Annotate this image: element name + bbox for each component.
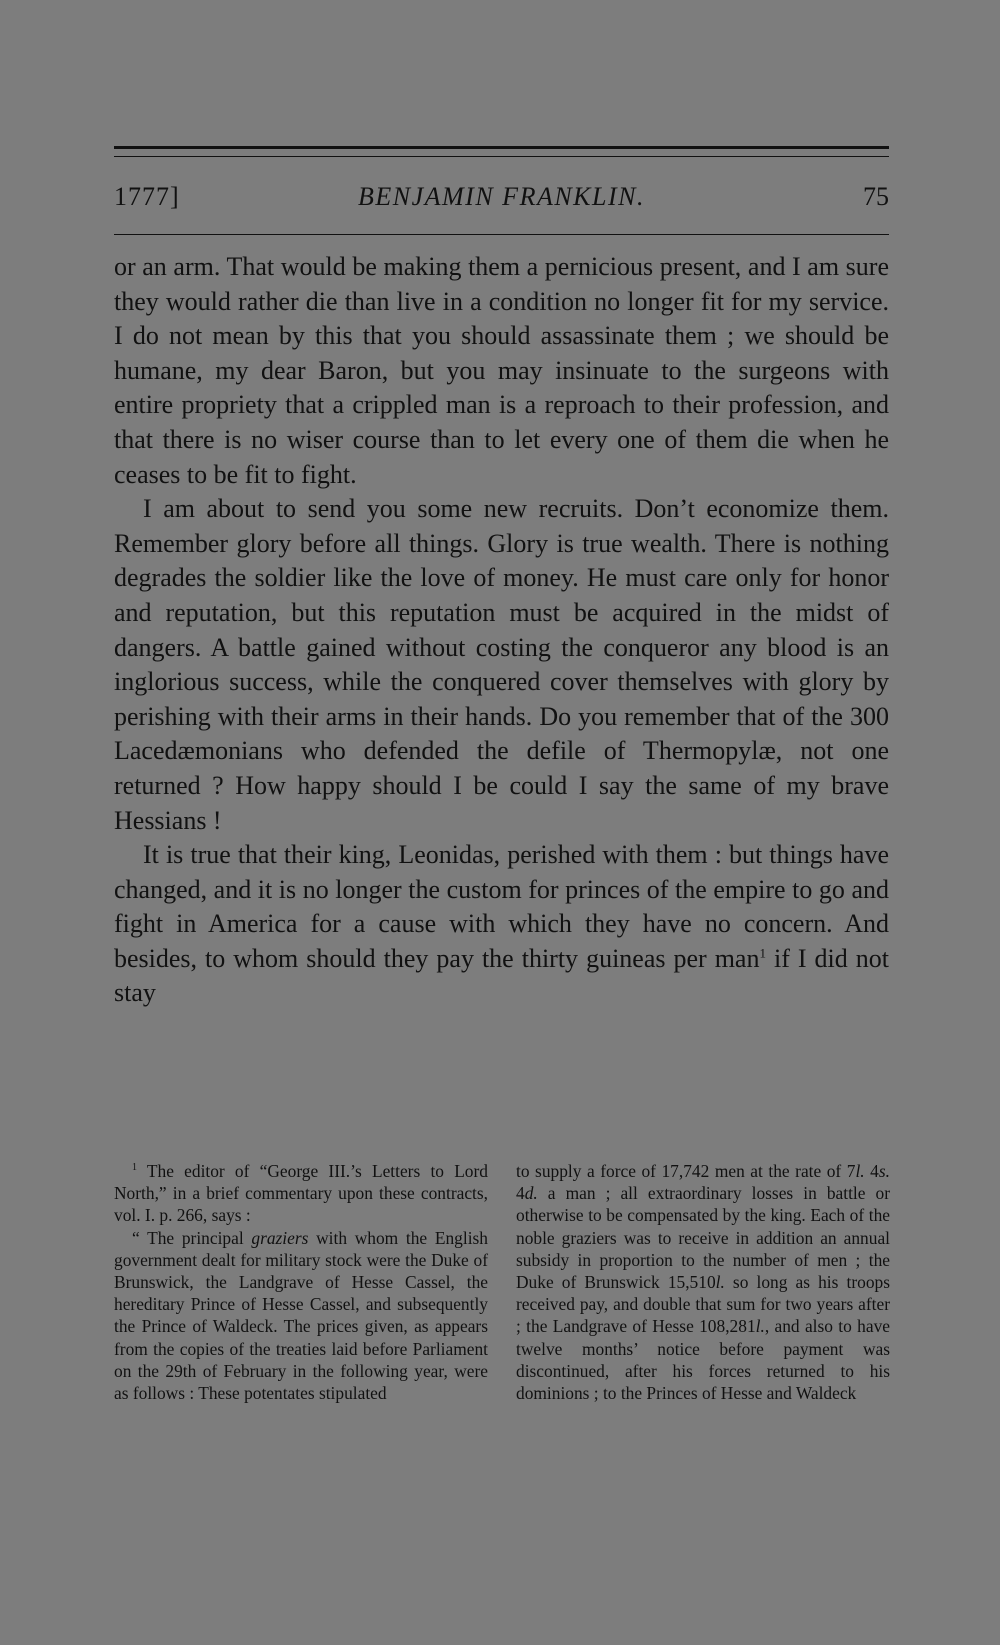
- fn-pence: d.: [524, 1183, 538, 1204]
- fn-pound-3: l.: [755, 1316, 765, 1337]
- top-rule: [114, 146, 889, 149]
- header-year: 1777]: [114, 182, 180, 211]
- fn-text-c: 4: [516, 1183, 525, 1204]
- fn-text-f: , and also to have twelve months’ notice before payment was discontinued, after his forces returned to his dominions ; to the Princes of Hesse and Waldeck: [516, 1316, 890, 1404]
- footnote-intro-text: The editor of “George III.’s Letters to Lord North,” in a brief commentary upon these contracts, vol. I. p. 266, says :: [114, 1161, 488, 1226]
- footnote-quote-start: “ The principal: [132, 1227, 252, 1248]
- paragraph-3-end: if I did not stay: [114, 943, 889, 1008]
- top-rule-thin: [114, 156, 889, 157]
- paragraph-1: or an arm. That would be making them a pernicious present, and I am sure they would rather die than live in a condition no longer fit for my service. I do not mean by this that you should assassinate them ; we should be humane, my dear Baron, but you may insinuate to the surgeons with entire propriety that a crippled man is a reproach to their profession, and that there is no wiser course than to let every one of them die when he ceases to be fit to fight.: [114, 252, 889, 489]
- footnote-reference: 1: [759, 945, 766, 961]
- fn-shilling: s.: [878, 1161, 890, 1181]
- footnote-italic-term: graziers: [251, 1227, 309, 1248]
- footnote-quote: [114, 1227, 488, 1405]
- footnote-column-left: [114, 1160, 488, 1404]
- running-title: BENJAMIN FRANKLIN.: [358, 182, 645, 211]
- paragraph-2: I am about to send you some new recruits. Don’t economize them. Remember glory before all things. Glory is true wealth. There is nothing degrades the soldier like the love of money. He must care only for honor and reputation, but this reputation must be acquired in the midst of dangers. A battle gained without costing the conqueror any blood is an inglorious success, while the conquered cover themselves with glory by perishing with their arms in their hands. Do you remember that of the 300 Lacedæmonians who defended the defile of Thermopylæ, not one returned ? How happy should I be could I say the same of my brave Hessians !: [114, 494, 889, 835]
- fn-text-d: a man ; all extraordinary losses in battle or otherwise to be compensated by the king. Each of the noble graziers was to receive in addition an annual subsidy in proportion to the number of men ; the Duke of Brunswick 15,510: [516, 1183, 890, 1293]
- footnote-quote-rest: with whom the English government dealt for military stock were the Duke of Brunswick, the Landgrave of Hesse Cassel, the hereditary Prince of Hesse Cassel, and subsequently the Prince of Waldeck. The prices given, as appears from the copies of the treaties laid before Parliament on the 29th of February in the following year, were as follows : These potentates stipulated: [114, 1227, 488, 1404]
- header-rule: [114, 234, 889, 235]
- body-text: [114, 250, 889, 1011]
- fn-pound-1: l.: [855, 1161, 865, 1181]
- footnote-mark: 1: [132, 1162, 137, 1174]
- fn-text-e: so long as his troops received pay, and double that sum for two years after ; the Landgrave of Hesse 108,281: [516, 1272, 890, 1337]
- book-page: [114, 146, 889, 1616]
- paragraph-3: [114, 838, 889, 1011]
- paragraph-3-text: It is true that their king, Leonidas, perished with them : but things have changed, and it is no longer the custom for princes of the empire to go and fight in America for a cause with which they have no concern. And besides, to whom should they pay the thirty guineas per man: [114, 840, 889, 973]
- footnote-column-right: [516, 1160, 890, 1404]
- fn-text-a: to supply a force of 17,742 men at the rate of 7: [516, 1161, 856, 1181]
- footnote-intro: [114, 1160, 488, 1227]
- fn-pound-2: l.: [715, 1272, 725, 1293]
- page-number: 75: [863, 182, 889, 211]
- footnote-continuation: [516, 1160, 890, 1404]
- running-header: [114, 182, 889, 222]
- fn-text-b: 4: [864, 1161, 879, 1181]
